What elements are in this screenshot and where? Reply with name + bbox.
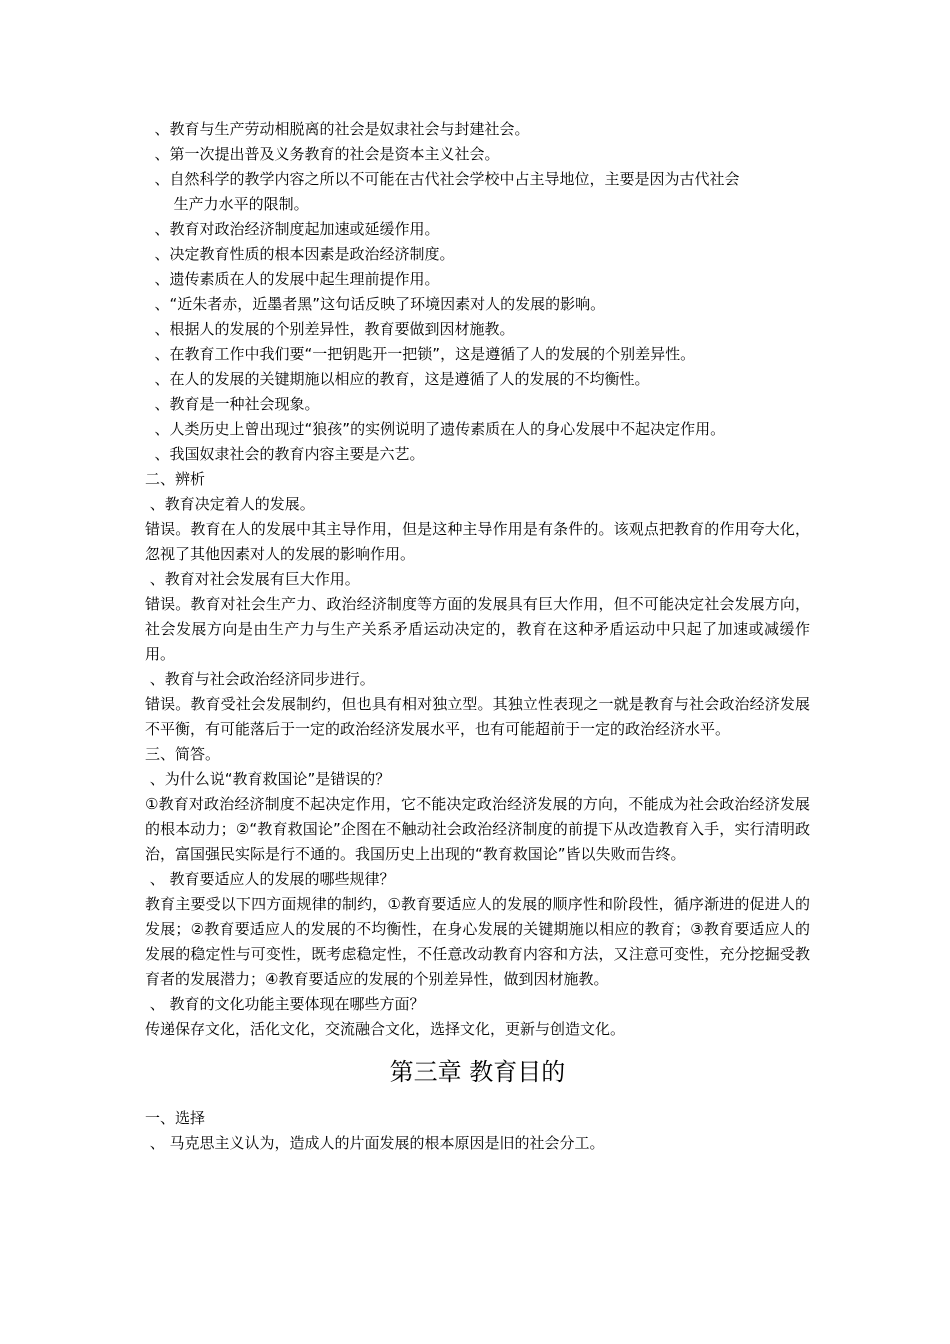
- judgment-item-continuation: 生产力水平的限制。: [145, 195, 309, 213]
- judgment-item: 、决定教育性质的根本因素是政治经济制度。: [145, 245, 455, 263]
- chapter-three: [145, 1042, 810, 1156]
- analysis-answer: 错误。教育受社会发展制约，但也具有相对独立型。其独立性表现之一就是教育与社会政治经济发展不平衡，有可能落后于一定的政治经济发展水平，也有可能超前于一定的政治经济水平。: [145, 695, 810, 738]
- analysis-section: [145, 467, 810, 742]
- judgment-item: 、人类历史上曾出现过“狼孩”的实例说明了遗传素质在人的身心发展中不起决定作用。: [145, 420, 726, 438]
- analysis-answer: 错误。教育对社会生产力、政治经济制度等方面的发展具有巨大作用，但不可能决定社会发展方向，社会发展方向是由生产力与生产关系矛盾运动决定的，教育在这种矛盾运动中只起了加速或减缓作用。: [145, 595, 810, 663]
- section-heading: 一、选择: [145, 1109, 206, 1127]
- analysis-question: 、教育与社会政治经济同步进行。: [145, 670, 375, 688]
- judgment-item: 、教育是一种社会现象。: [145, 395, 320, 413]
- short-answer-text: ①教育对政治经济制度不起决定作用，它不能决定政治经济发展的方向，不能成为社会政治经济发展的根本动力；②“教育救国论”企图在不触动社会政治经济制度的前提下从改造教育入手，实行清明政治，富国强民实际是行不通的。我国历史上出现的“教育救国论”皆以失败而告终。: [145, 795, 810, 863]
- chapter-title: 第三章 教育目的: [389, 1058, 566, 1086]
- judgment-item: 、教育与生产劳动相脱离的社会是奴隶社会与封建社会。: [145, 120, 530, 138]
- analysis-answer: 错误。教育在人的发展中其主导作用，但是这种主导作用是有条件的。该观点把教育的作用夸大化，忽视了其他因素对人的发展的影响作用。: [145, 520, 810, 563]
- judgment-item: 、自然科学的教学内容之所以不可能在古代社会学校中占主导地位，主要是因为古代社会: [145, 170, 740, 188]
- short-answer-section: [145, 742, 810, 1042]
- judgment-list: [145, 117, 810, 467]
- short-answer-question: 、 教育的文化功能主要体现在哪些方面？: [145, 995, 425, 1013]
- judgment-item: 、第一次提出普及义务教育的社会是资本主义社会。: [145, 145, 500, 163]
- short-answer-text: 传递保存文化，活化文化，交流融合文化，选择文化，更新与创造文化。: [145, 1020, 626, 1038]
- judgment-item: 、在教育工作中我们要“一把钥匙开一把锁”，这是遵循了人的发展的个别差异性。: [145, 345, 696, 363]
- judgment-item: 、遗传素质在人的发展中起生理前提作用。: [145, 270, 440, 288]
- short-answer-question: 、为什么说“教育救国论”是错误的？: [145, 770, 391, 788]
- short-answer-text: 教育主要受以下四方面规律的制约，①教育要适应人的发展的顺序性和阶段性，循序渐进的促进人的发展；②教育要适应人的发展的不均衡性，在身心发展的关键期施以相应的教育；③教育要适应人的发展的稳定性与可变性，既考虑稳定性，不任意改动教育内容和方法，又注意可变性，充分挖掘受教育者的发展潜力；④教育要适应的发展的个别差异性，做到因材施教。: [145, 895, 810, 988]
- analysis-question: 、教育对社会发展有巨大作用。: [145, 570, 360, 588]
- judgment-item: 、我国奴隶社会的教育内容主要是六艺。: [145, 445, 425, 463]
- analysis-question: 、教育决定着人的发展。: [145, 495, 315, 513]
- judgment-item: 、教育对政治经济制度起加速或延缓作用。: [145, 220, 440, 238]
- document-body: [145, 117, 810, 1156]
- judgment-item: 、“近朱者赤，近墨者黑”这句话反映了环境因素对人的发展的影响。: [145, 295, 606, 313]
- choice-item: 、 马克思主义认为，造成人的片面发展的根本原因是旧的社会分工。: [145, 1134, 605, 1152]
- short-answer-question: 、 教育要适应人的发展的哪些规律？: [145, 870, 395, 888]
- section-heading: 二、辨析: [145, 470, 206, 488]
- judgment-item: 、根据人的发展的个别差异性，教育要做到因材施教。: [145, 320, 515, 338]
- judgment-item: 、在人的发展的关键期施以相应的教育，这是遵循了人的发展的不均衡性。: [145, 370, 650, 388]
- section-heading: 三、简答。: [145, 745, 221, 763]
